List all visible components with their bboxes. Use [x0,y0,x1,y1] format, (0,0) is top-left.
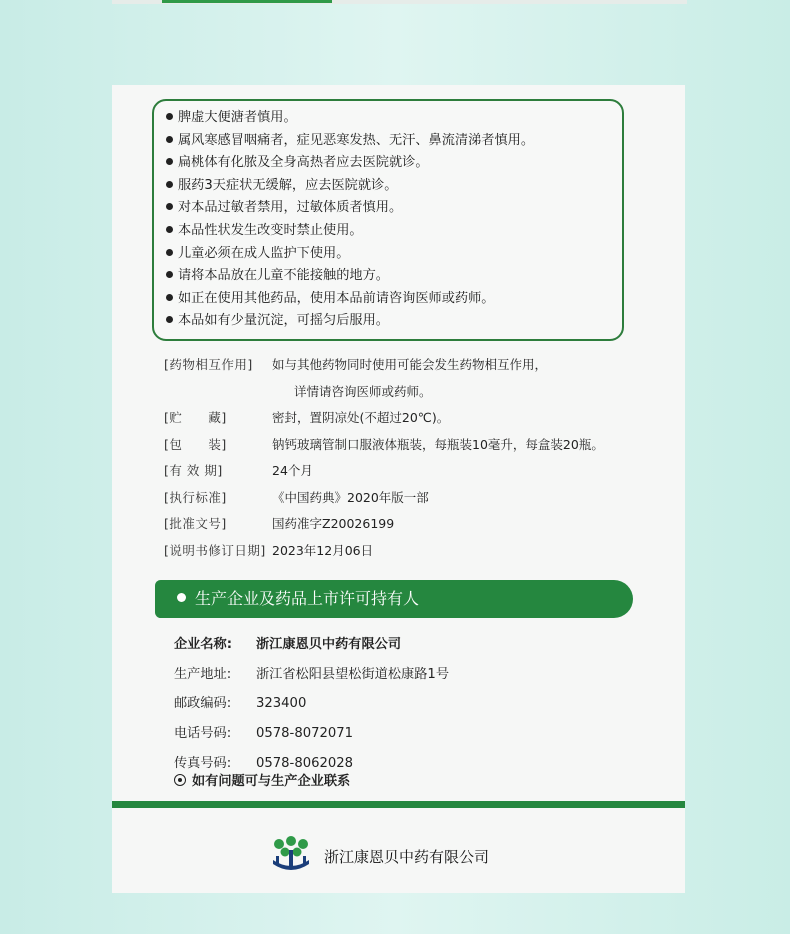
warning-text: 脾虚大便溏者慎用。 [178,110,297,125]
company-name-label: 企业名称: [174,637,233,652]
warning-item [166,288,622,311]
bullet-icon [166,181,173,188]
company-details [174,630,654,778]
warnings-list [154,101,622,333]
contact-note [174,770,350,789]
postal-code-value: 323400 [256,696,307,712]
revision-row [164,538,684,565]
warning-text: 本品如有少量沉淀，可摇匀后服用。 [178,313,389,329]
top-strip [112,0,687,4]
validity-row [164,458,684,485]
warning-item [166,243,622,266]
package-row [164,432,684,459]
phone-value: 0578-8072071 [256,726,354,742]
warning-text: 请将本品放在儿童不能接触的地方。 [178,268,389,284]
footer-company-name: 浙江康恩贝中药有限公司 [324,847,490,866]
company-address-label: 生产地址: [174,666,232,682]
revision-value: 2023年12月06日 [272,542,374,558]
interaction-row [164,352,684,379]
bullet-icon [166,158,173,165]
phone-row [174,719,654,749]
validity-label: [有 效 期] [164,463,223,478]
standard-row [164,485,684,512]
fax-label: 传真号码: [174,755,232,771]
company-name-value: 浙江康恩贝中药有限公司 [256,637,402,652]
interaction-value: 如与其他药物同时使用可能会发生药物相互作用， [272,357,548,372]
fax-value: 0578-8062028 [256,755,354,771]
bullet-icon [166,316,173,323]
storage-row [164,405,684,432]
top-green-bar [162,0,332,3]
bullet-icon [166,136,173,143]
radio-bullet-icon [174,774,186,786]
warning-text: 属风寒感冒咽痛者，症见恶寒发热、无汗、鼻流清涕者慎用。 [178,132,535,148]
phone-label: 电话号码: [174,726,232,742]
banner-dot-icon [177,593,186,602]
kangenbei-logo-icon [270,836,312,876]
standard-label: [执行标准] [164,489,227,505]
banner-title: 生产企业及药品上市许可持有人 [195,589,420,608]
interaction-label: [药物相互作用] [164,357,253,372]
package-label: [包 装] [164,436,227,452]
warning-item [166,310,622,333]
storage-value: 密封，置阴凉处(不超过20℃)。 [272,410,450,425]
warning-item [166,130,622,153]
standard-value: 《中国药典》2020年版一部 [272,489,429,505]
bullet-icon [166,271,173,278]
warning-text: 如正在使用其他药品，使用本品前请咨询医师或药师。 [178,290,495,306]
interaction-row-2 [164,379,684,406]
contact-note-text: 如有问题可与生产企业联系 [192,774,351,789]
warnings-box [152,99,624,341]
warning-text: 扁桃体有化脓及全身高热者应去医院就诊。 [178,155,429,171]
warning-item [166,197,622,220]
footer-brand [270,836,489,876]
storage-label: [贮 藏] [164,410,227,425]
warning-text: 儿童必须在成人监护下使用。 [178,245,350,261]
bullet-icon [166,226,173,233]
warning-item [166,265,622,288]
validity-value: 24个月 [272,463,313,478]
package-value: 钠钙玻璃管制口服液体瓶装，每瓶装10毫升，每盒装20瓶。 [272,436,604,452]
drug-info-section [164,352,684,564]
warning-text: 服药3天症状无缓解，应去医院就诊。 [178,177,398,193]
warning-text: 对本品过敏者禁用，过敏体质者慎用。 [178,200,403,216]
bullet-icon [166,113,173,120]
warning-text: 本品性状发生改变时禁止使用。 [178,222,363,238]
approval-value: 国药准字Z20026199 [272,516,395,531]
postal-code-row [174,689,654,719]
interaction-value-2: 详情请咨询医师或药师。 [294,383,432,399]
footer-green-line [112,801,685,808]
bullet-icon [166,249,173,256]
company-name-row [174,630,654,660]
warning-item [166,175,622,198]
approval-label: [批准文号] [164,516,227,531]
revision-label: [说明书修订日期] [164,542,266,558]
company-address-row [174,660,654,690]
approval-row [164,511,684,538]
manufacturer-banner [155,580,633,618]
postal-code-label: 邮政编码: [174,696,232,712]
company-address-value: 浙江省松阳县望松街道松康路1号 [256,666,450,682]
warning-item [166,152,622,175]
warning-item [166,107,622,130]
warning-item [166,220,622,243]
bullet-icon [166,294,173,301]
bullet-icon [166,203,173,210]
